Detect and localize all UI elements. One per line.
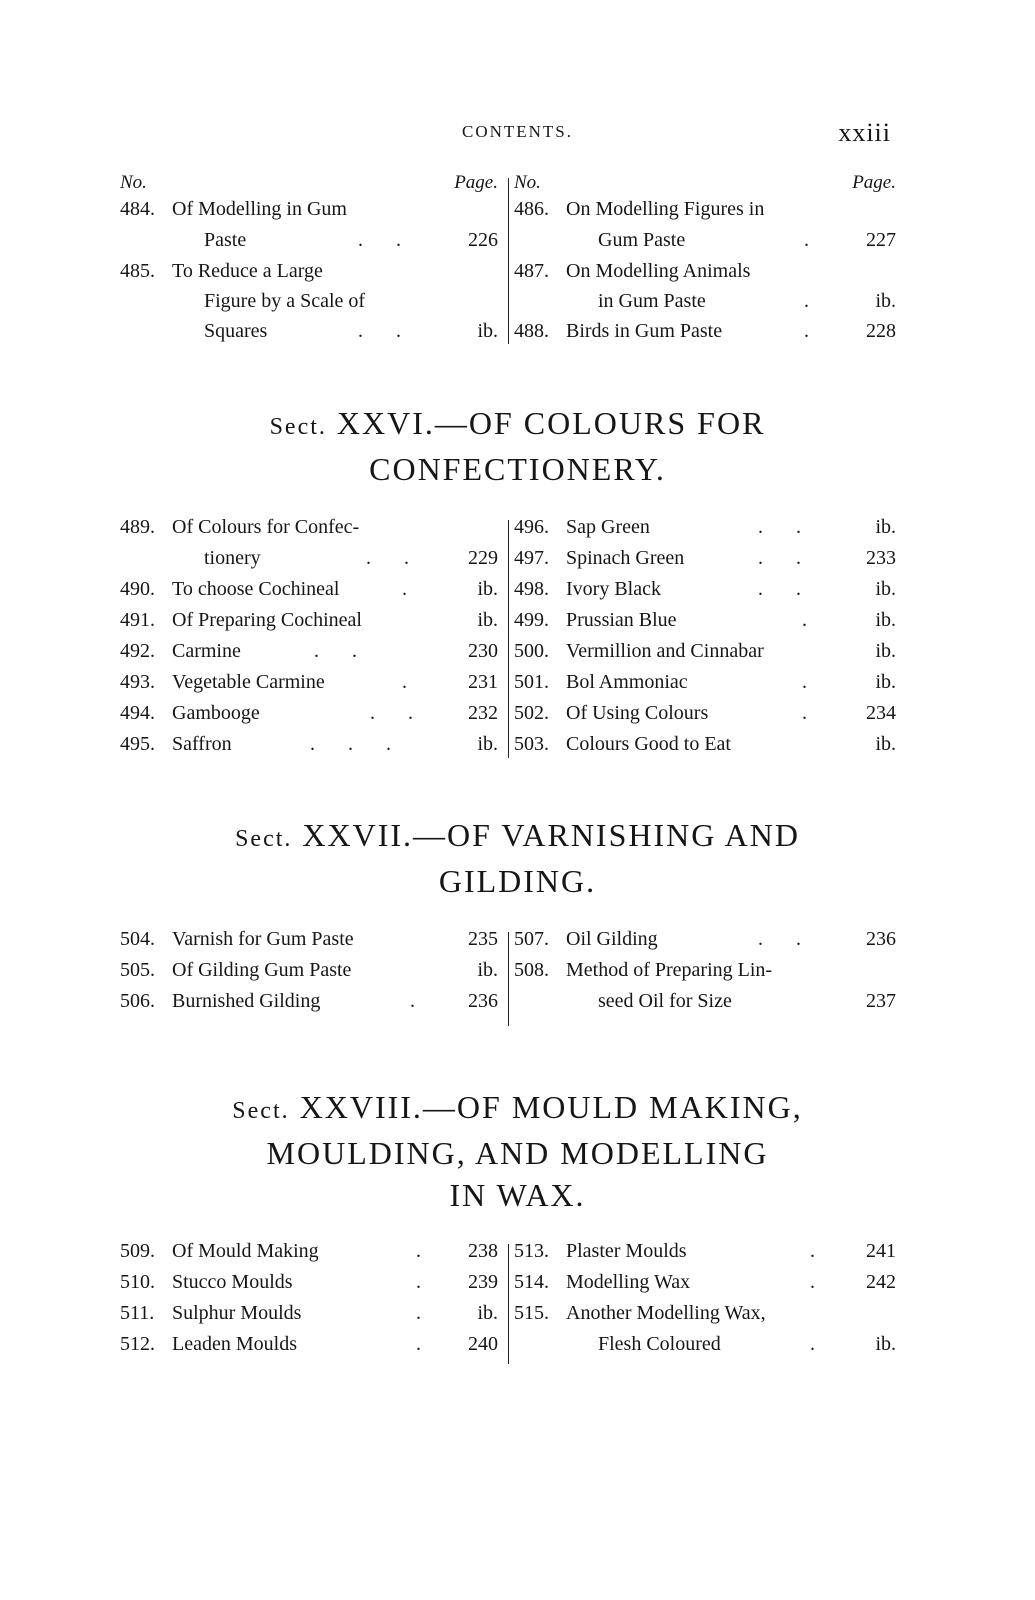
entry-page: ib. (477, 1302, 498, 1324)
entry-title: Of Modelling in Gum (172, 198, 347, 220)
entry-page: 238 (468, 1240, 498, 1262)
leader-dots: . . (358, 320, 415, 342)
entry-title: Vermillion and Cinnabar (566, 640, 764, 662)
leader-dots: . (810, 1333, 829, 1355)
section-heading-line: CONFECTIONERY. (369, 451, 666, 487)
entry-number: 515. (514, 1302, 549, 1324)
right-column (514, 172, 896, 348)
entry-number: 502. (514, 702, 549, 724)
leader-dots: . . (358, 229, 415, 251)
leader-dots: . (802, 671, 821, 693)
entry-title: Burnished Gilding (172, 990, 321, 1012)
entry-page: 228 (866, 320, 896, 342)
column-header-page: Page. (852, 172, 896, 193)
leader-dots: . (802, 702, 821, 724)
entry-title: Colours Good to Eat (566, 733, 731, 755)
entry-page: 236 (866, 928, 896, 950)
entry-number: 506. (120, 990, 155, 1012)
entry-number: 496. (514, 516, 549, 538)
entry-number: 485. (120, 260, 155, 282)
entry-title: Of Using Colours (566, 702, 709, 724)
entry-title: Birds in Gum Paste (566, 320, 723, 342)
entry-title: Gambooge (172, 702, 260, 724)
entry-page: 242 (866, 1271, 896, 1293)
entry-title-cont: Flesh Coloured (598, 1333, 721, 1355)
entry-title-cont: Figure by a Scale of (204, 290, 366, 312)
entry-title: Oil Gilding (566, 928, 658, 950)
entry-page: 237 (866, 990, 896, 1012)
entry-number: 500. (514, 640, 549, 662)
column-header-no: No. (514, 172, 541, 193)
leader-dots: . . (314, 640, 371, 662)
section-heading-xxvii (0, 814, 1035, 902)
entry-title-cont: in Gum Paste (598, 290, 706, 312)
entry-title: Of Gilding Gum Paste (172, 959, 352, 981)
entry-title: Another Modelling Wax, (566, 1302, 766, 1324)
entry-title-cont: tionery (204, 547, 261, 569)
entry-number: 509. (120, 1240, 155, 1262)
entry-page: ib. (875, 578, 896, 600)
right-column (514, 1240, 896, 1370)
right-column (514, 516, 896, 766)
entry-number: 505. (120, 959, 155, 981)
section-abbr: Sect. (232, 1098, 290, 1124)
entry-title-cont: Squares (204, 320, 268, 342)
entry-number: 486. (514, 198, 549, 220)
entry-title: Plaster Moulds (566, 1240, 687, 1262)
entry-title: Sulphur Moulds (172, 1302, 302, 1324)
entry-page: ib. (875, 290, 896, 312)
entry-page: ib. (875, 609, 896, 631)
entry-title: Carmine (172, 640, 241, 662)
entry-number: 513. (514, 1240, 549, 1262)
entry-page: ib. (477, 578, 498, 600)
entry-page: ib. (477, 609, 498, 631)
entry-title: Sap Green (566, 516, 650, 538)
entry-page: 241 (866, 1240, 896, 1262)
section-title: XXVI.—OF COLOURS FOR (326, 405, 766, 441)
leader-dots: . . (758, 928, 815, 950)
section-heading-xxvi (0, 402, 1035, 490)
column-header-no: No. (120, 172, 147, 193)
entry-title: Saffron (172, 733, 232, 755)
entry-page: ib. (875, 733, 896, 755)
contents-block-gilding (120, 928, 896, 1028)
entry-number: 491. (120, 609, 155, 631)
entry-number: 488. (514, 320, 549, 342)
entry-title: Method of Preparing Lin- (566, 959, 773, 981)
section-heading-line (0, 1086, 1035, 1132)
entry-number: 498. (514, 578, 549, 600)
entry-title: Bol Ammoniac (566, 671, 688, 693)
entry-number: 499. (514, 609, 549, 631)
leader-dots: . (402, 578, 421, 600)
section-heading-line (0, 814, 1035, 860)
entry-title: To choose Cochineal (172, 578, 340, 600)
entry-number: 495. (120, 733, 155, 755)
entry-title: On Modelling Figures in (566, 198, 765, 220)
leader-dots: . (802, 609, 821, 631)
entry-page: ib. (875, 671, 896, 693)
entry-number: 489. (120, 516, 155, 538)
column-header-page: Page. (454, 172, 498, 193)
entry-page: ib. (875, 1333, 896, 1355)
entry-page: 236 (468, 990, 498, 1012)
page-number: xxiii (838, 118, 891, 147)
column-divider (508, 178, 509, 344)
left-column (120, 516, 498, 766)
entry-page: 230 (468, 640, 498, 662)
entry-title: Spinach Green (566, 547, 685, 569)
leader-dots: . . (758, 516, 815, 538)
entry-page: 234 (866, 702, 896, 724)
section-heading-line (0, 402, 1035, 448)
leader-dots: . (804, 320, 823, 342)
entry-number: 511. (120, 1302, 155, 1324)
contents-block-colours (120, 516, 896, 766)
section-heading-line: MOULDING, AND MODELLING (266, 1135, 769, 1171)
leader-dots: . . . (310, 733, 405, 755)
entry-title: Varnish for Gum Paste (172, 928, 354, 950)
running-head (0, 118, 1035, 148)
entry-title: Of Mould Making (172, 1240, 319, 1262)
entry-title: Modelling Wax (566, 1271, 691, 1293)
entry-page: ib. (875, 516, 896, 538)
contents-block-gum-paste (120, 172, 896, 348)
entry-title-cont: Paste (204, 229, 247, 251)
entry-number: 508. (514, 959, 549, 981)
section-heading-line: IN WAX. (449, 1177, 586, 1213)
section-title: XXVIII.—OF MOULD MAKING, (289, 1089, 803, 1125)
entry-title: Prussian Blue (566, 609, 677, 631)
leader-dots: . . (370, 702, 427, 724)
entry-title: Stucco Moulds (172, 1271, 293, 1293)
left-column (120, 1240, 498, 1370)
entry-title-cont: Gum Paste (598, 229, 686, 251)
left-column (120, 928, 498, 1028)
entry-page: ib. (477, 733, 498, 755)
entry-page: ib. (477, 320, 498, 342)
entry-number: 490. (120, 578, 155, 600)
entry-title: Of Colours for Confec- (172, 516, 360, 538)
entry-number: 507. (514, 928, 549, 950)
entry-page: ib. (875, 640, 896, 662)
entry-page: 233 (866, 547, 896, 569)
leader-dots: . (810, 1271, 829, 1293)
column-divider (508, 932, 509, 1026)
entry-page: 231 (468, 671, 498, 693)
section-heading-line: GILDING. (438, 863, 597, 899)
leader-dots: . (410, 990, 429, 1012)
section-title: XXVII.—OF VARNISHING AND (292, 817, 800, 853)
column-divider (508, 1244, 509, 1364)
running-head-title: CONTENTS. (461, 122, 574, 141)
leader-dots: . (402, 671, 421, 693)
entry-page: 232 (468, 702, 498, 724)
entry-number: 493. (120, 671, 155, 693)
entry-page: 239 (468, 1271, 498, 1293)
entry-number: 512. (120, 1333, 155, 1355)
entry-number: 501. (514, 671, 549, 693)
entry-title: On Modelling Animals (566, 260, 751, 282)
entry-number: 497. (514, 547, 549, 569)
section-heading-xxviii (0, 1086, 1035, 1216)
leader-dots: . . (758, 547, 815, 569)
leader-dots: . (804, 290, 823, 312)
entry-page: 226 (468, 229, 498, 251)
column-divider (508, 520, 509, 758)
entry-number: 494. (120, 702, 155, 724)
section-abbr: Sect. (235, 826, 293, 852)
entry-page: 240 (468, 1333, 498, 1355)
right-column (514, 928, 896, 1028)
contents-block-moulds (120, 1240, 896, 1370)
leader-dots: . (810, 1240, 829, 1262)
leader-dots: . . (758, 578, 815, 600)
entry-page: ib. (477, 959, 498, 981)
leader-dots: . (416, 1271, 435, 1293)
entry-number: 484. (120, 198, 155, 220)
leader-dots: . . (366, 547, 423, 569)
entry-title: Ivory Black (566, 578, 661, 600)
entry-title: Of Preparing Cochineal (172, 609, 362, 631)
entry-number: 514. (514, 1271, 549, 1293)
entry-number: 503. (514, 733, 549, 755)
leader-dots: . (416, 1302, 435, 1324)
left-column (120, 172, 498, 348)
entry-number: 510. (120, 1271, 155, 1293)
section-abbr: Sect. (269, 414, 327, 440)
leader-dots: . (416, 1333, 435, 1355)
entry-number: 492. (120, 640, 155, 662)
entry-page: 227 (866, 229, 896, 251)
entry-page: 235 (468, 928, 498, 950)
leader-dots: . (804, 229, 823, 251)
entry-number: 487. (514, 260, 549, 282)
entry-title-cont: seed Oil for Size (598, 990, 732, 1012)
entry-title: Leaden Moulds (172, 1333, 297, 1355)
entry-page: 229 (468, 547, 498, 569)
leader-dots: . (416, 1240, 435, 1262)
entry-number: 504. (120, 928, 155, 950)
entry-title: To Reduce a Large (172, 260, 323, 282)
entry-title: Vegetable Carmine (172, 671, 325, 693)
